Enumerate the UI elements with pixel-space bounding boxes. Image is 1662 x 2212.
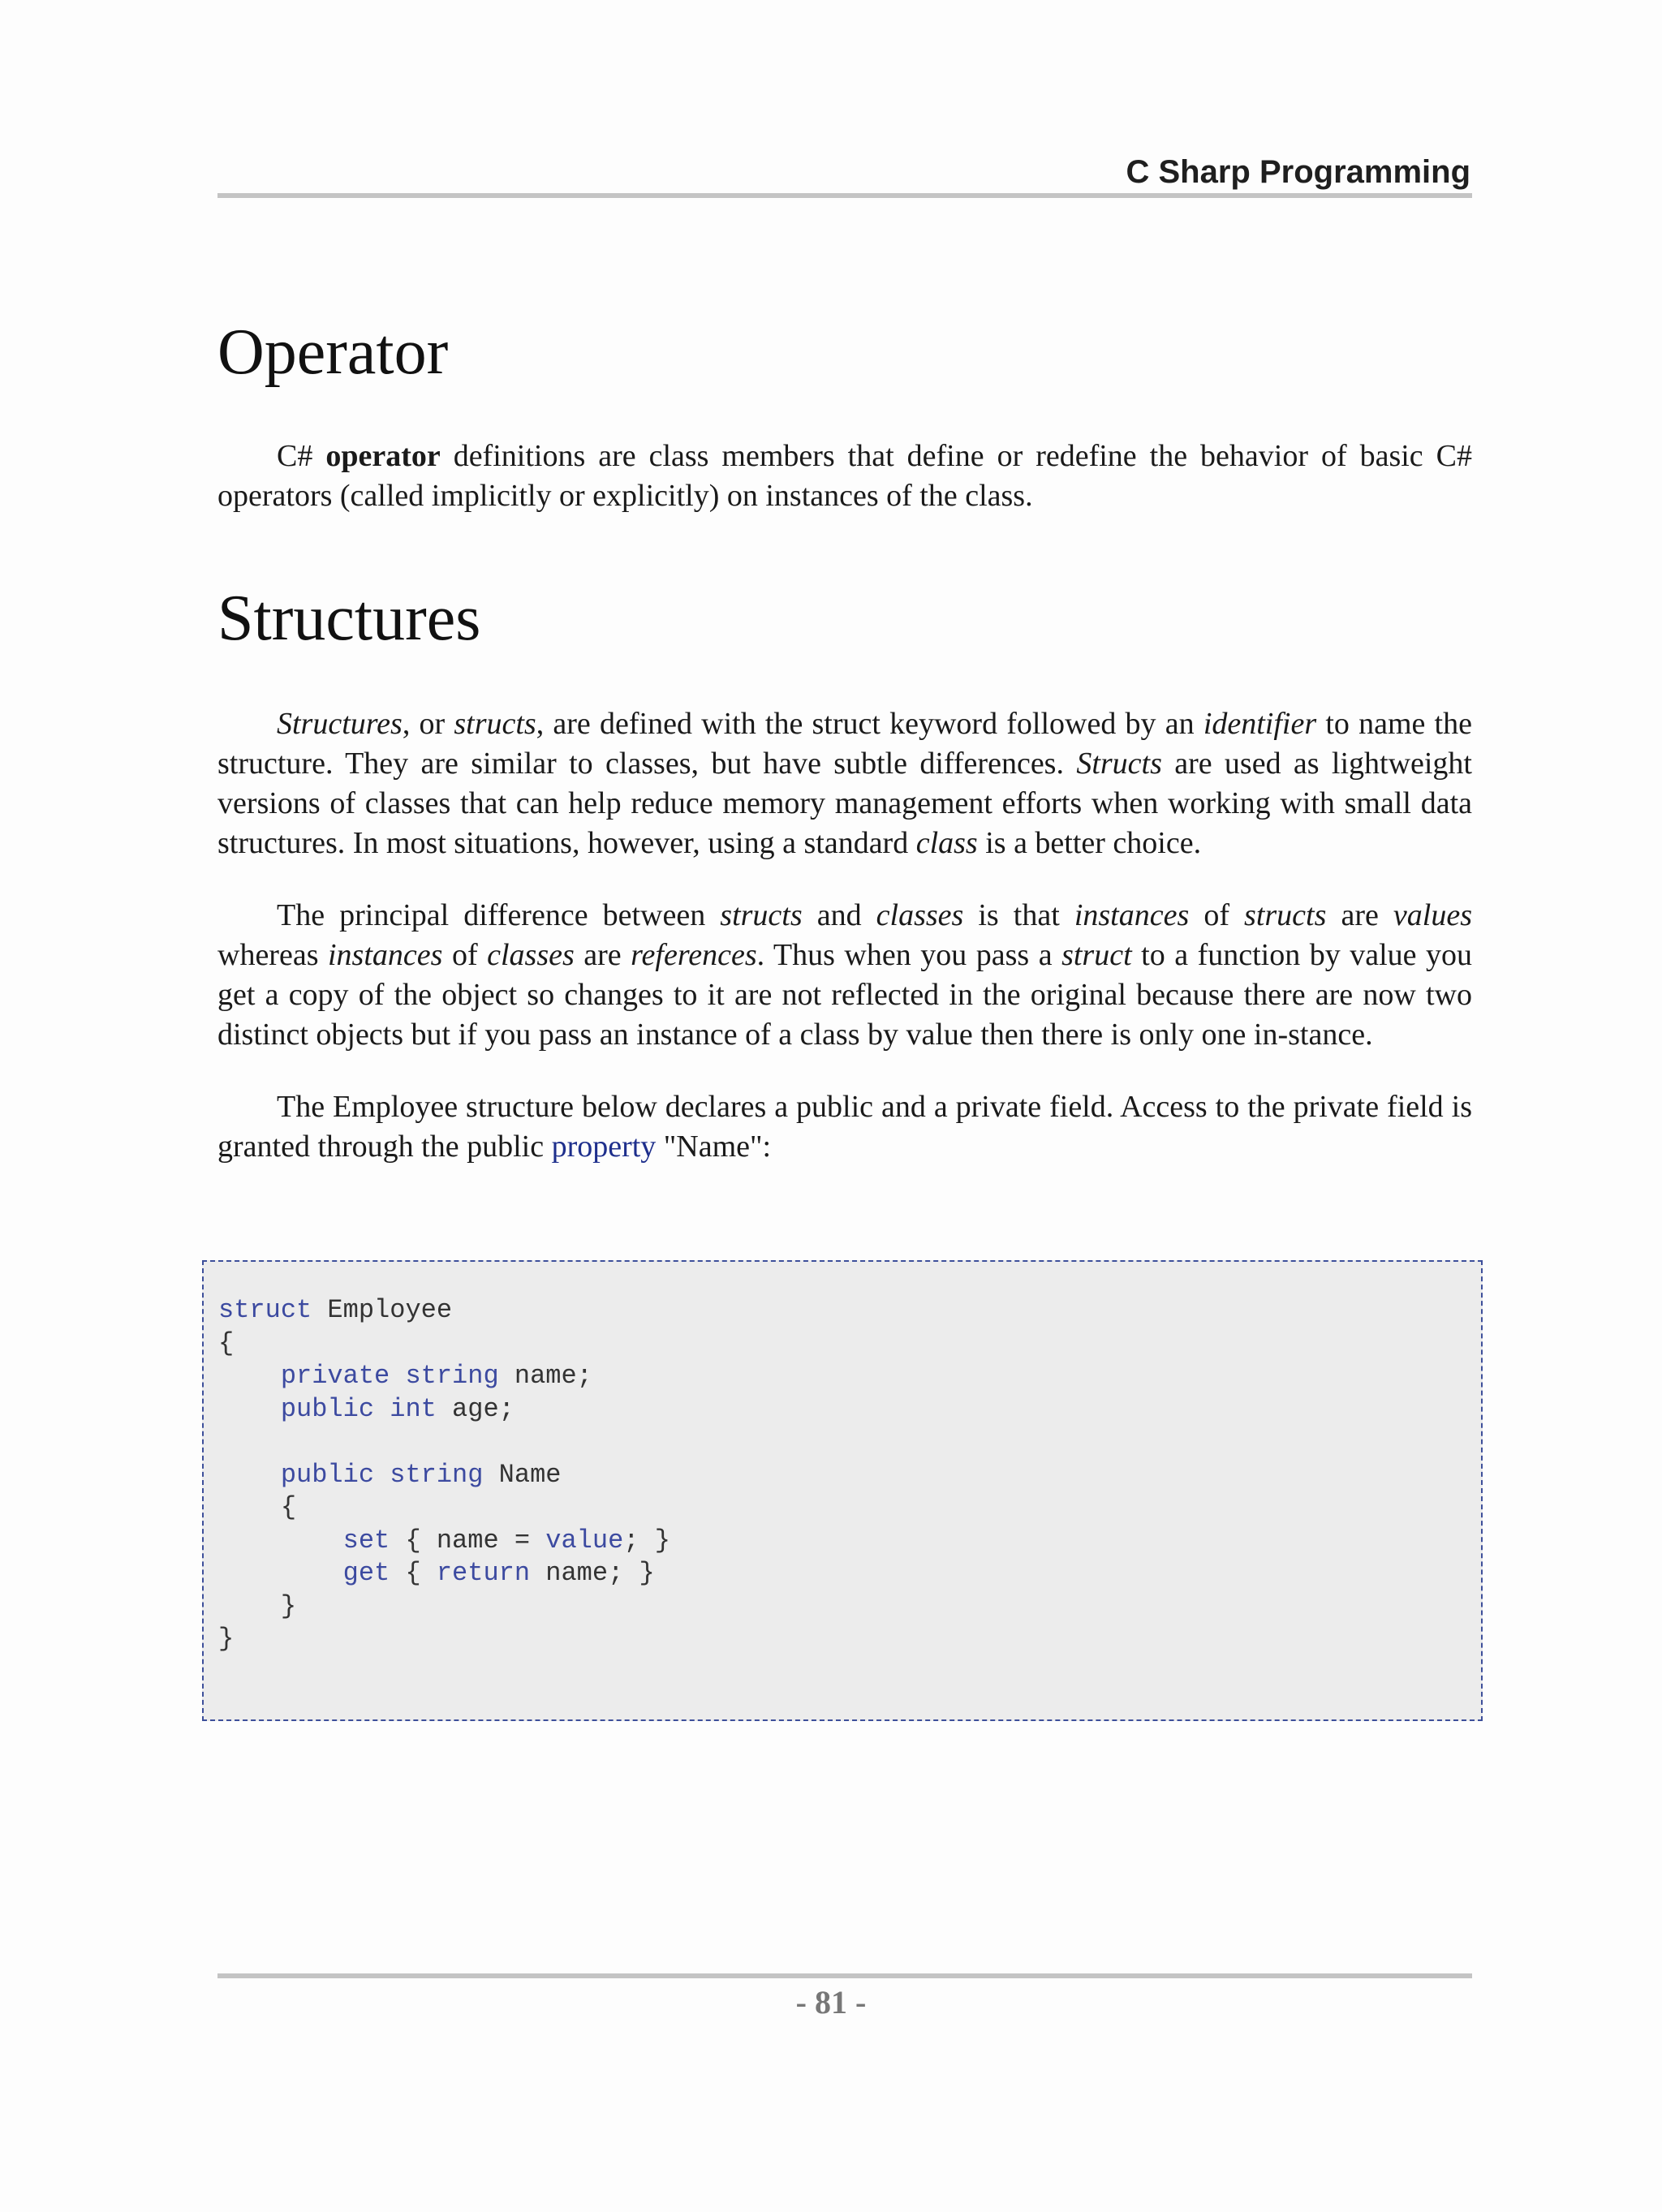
page-number: - 81 -: [795, 1984, 867, 2020]
paragraph-structures-difference: The principal difference between structs and classes is that instances of structs are values whereas instances of classes are references. Thus when you pass a struct to a function by value you get a copy of the object so changes to it are not reflected in the original because there are now two distinct objects but if you pass an instance of a class by value then there is only one in-stance.: [217, 898, 1473, 1052]
running-header: C Sharp Programming: [1126, 154, 1470, 190]
page-content: [217, 316, 1472, 1167]
code-listing: struct Employee { private string name; public int age; public string Name { set { name = value; } get { return name; } } }: [218, 1295, 670, 1654]
paragraph-operator: C# operator definitions are class members that define or redefine the behavior of basic C# operators (called implicitly or explicitly) on instances of the class.: [217, 439, 1472, 513]
code-block: [202, 1260, 1483, 1721]
footer-rule: [217, 1973, 1472, 1978]
heading-structures: Structures: [217, 583, 481, 654]
property-link[interactable]: property: [551, 1130, 657, 1164]
paragraph-structures-intro: Structures, or structs, are defined with the struct keyword followed by an identifier to name the structure. They are similar to classes, but have subtle differences. Structs are used as lightweight versions of classes that can help reduce memory management efforts when working with small data structures. In most situations, however, using a standard class is a better choice.: [217, 707, 1472, 860]
heading-operator: Operator: [217, 316, 449, 388]
paragraph-employee-example: The Employee structure below declares a public and a private field. Access to the private field is granted through the public property "Name":: [217, 1090, 1472, 1164]
header-rule: [217, 193, 1472, 198]
